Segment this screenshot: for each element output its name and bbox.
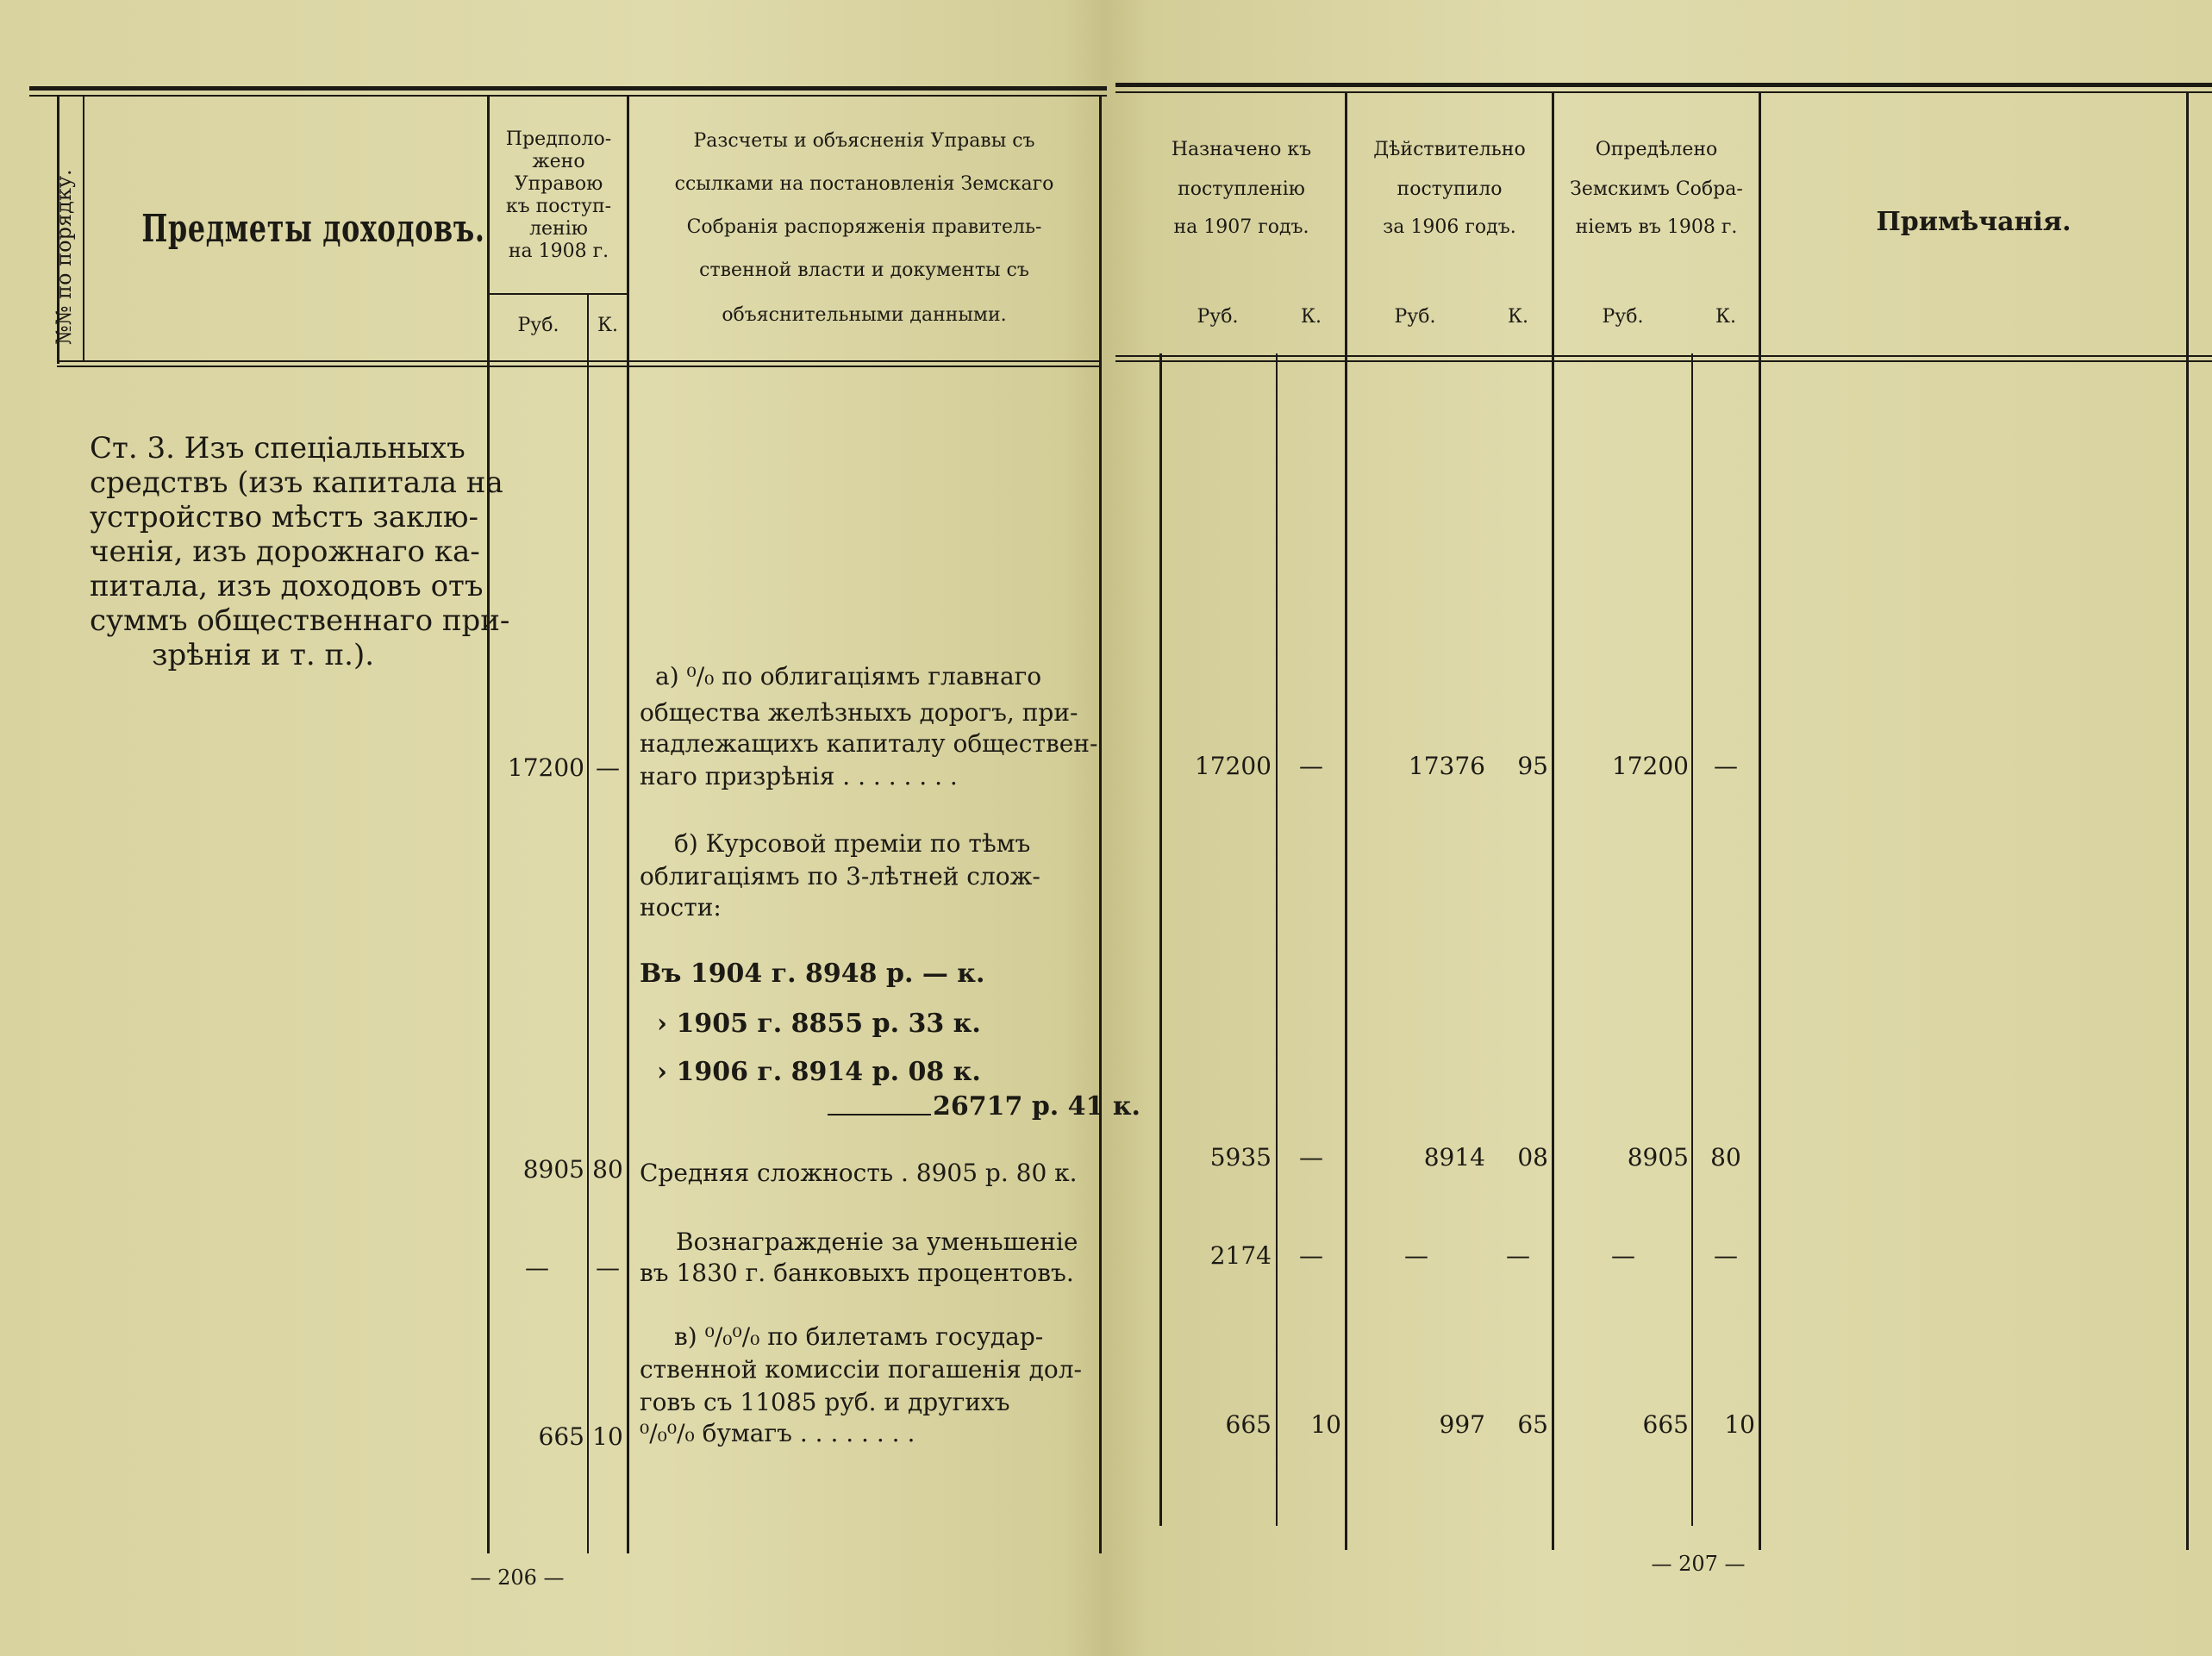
right-page-number: — 207 — [1651,1552,1746,1576]
row2-a-kop: — [1299,1143,1323,1172]
header-explanations-l4: ственной власти и документы съ [699,259,1029,281]
item-a-line-4: наго призрѣнія . . . . . . . . [640,762,958,791]
row4-a-rub: 665 [1225,1410,1272,1439]
article-line-6: суммъ общественнаго при- [90,603,510,638]
item-avg-kop: 80 [592,1155,623,1184]
header-c-rub: Руб. [1602,306,1644,328]
right-header-rule-2 [1115,360,2212,362]
header-actual-l3: за 1906 годъ. [1383,216,1516,238]
reward-line-1: Вознагражденіе за уменьшеніе [676,1228,1078,1256]
right-left-border [1159,353,1162,1526]
item-c-line-3: говъ съ 11085 руб. и другихъ [640,1388,1010,1416]
row1-c-rub: 17200 [1611,752,1689,780]
row2-c-kop: 80 [1710,1143,1741,1172]
row1-a-kop: — [1299,752,1323,780]
left-page-number: — 206 — [470,1565,565,1590]
col-rule-kop [587,293,589,1553]
left-top-rule [29,86,1107,91]
right-top-rule [1115,83,2212,87]
row4-c-rub: 665 [1642,1410,1689,1439]
header-kop: К. [597,315,619,336]
left-top-rule-thin [29,95,1107,97]
year-1904: Въ 1904 г. 8948 р. — к. [640,959,985,989]
article-line-1: Ст. 3. Изъ спеціальныхъ [90,431,466,466]
article-line-2: средствъ (изъ капитала на [90,466,503,500]
header-b-rub: Руб. [1394,306,1436,328]
row2-a-rub: 5935 [1209,1143,1272,1172]
row3-b-kop: — [1506,1241,1530,1270]
header-a-rub: Руб. [1197,306,1239,328]
row4-c-kop: 10 [1724,1410,1755,1439]
item-b-line-2: облигаціямъ по 3-лѣтней слож- [640,862,1040,890]
header-decided-l1: Опредѣлено [1595,139,1718,160]
row1-c-kop: — [1714,752,1738,780]
row2-c-rub: 8905 [1627,1143,1689,1172]
sum-rule [828,1114,931,1115]
header-explanations-l3: Собранія распоряженія правитель- [686,216,1042,238]
item-avg-rub: 8905 [522,1155,584,1184]
average-line: Средняя сложность . 8905 р. 80 к. [640,1159,1078,1187]
item-a-line-1: а) ⁰/₀ по облигаціямъ главнаго [655,662,1042,691]
reward-kop: — [596,1253,620,1282]
row2-b-rub: 8914 [1423,1143,1485,1172]
left-right-border [1099,97,1102,1553]
header-explanations-l5: объяснительными данными. [722,304,1007,326]
item-a-rub: 17200 [507,753,584,782]
header-proposed-l6: на 1908 г. [508,241,609,262]
col-rule-notes [1759,93,1761,1550]
left-header-rule-2 [57,366,1100,367]
header-assigned-l1: Назначено къ [1171,139,1312,160]
header-proposed-l5: ленію [529,218,588,240]
left-header-rule [57,360,1100,362]
col-rule-order [83,97,84,360]
item-c-line-4: ⁰/₀⁰/₀ бумагъ . . . . . . . . [640,1419,915,1447]
article-line-4: ченія, изъ дорожнаго ка- [90,534,480,569]
row4-b-kop: 65 [1517,1410,1548,1439]
row3-c-rub: — [1611,1241,1635,1270]
col-rule-a-kop [1276,353,1278,1526]
col-rule-c-kop [1691,353,1693,1526]
right-header-rule [1115,355,2212,357]
row3-a-rub: 2174 [1209,1241,1272,1270]
header-notes: Примѣчанія. [1876,207,2071,237]
header-actual-l1: Дѣйствительно [1373,139,1526,160]
row4-a-kop: 10 [1310,1410,1341,1439]
item-c-rub: 665 [538,1422,584,1451]
header-proposed-l1: Предполо- [505,128,612,150]
header-rub: Руб. [517,315,559,336]
header-assigned-l2: поступленію [1178,178,1305,200]
header-a-kop: К. [1300,306,1322,328]
row2-b-kop: 08 [1517,1143,1548,1172]
row3-b-rub: — [1404,1241,1428,1270]
header-c-kop: К. [1715,306,1737,328]
left-subheader-rule [487,293,629,295]
row3-c-kop: — [1714,1241,1738,1270]
item-a-line-3: надлежащихъ капиталу обществен- [640,729,1098,758]
header-decided-l3: ніемъ въ 1908 г. [1575,216,1738,238]
item-c-line-1: в) ⁰/₀⁰/₀ по билетамъ государ- [674,1322,1044,1351]
header-assigned-l3: на 1907 годъ. [1173,216,1309,238]
header-explanations-l2: ссылками на постановленія Земскаго [674,173,1054,195]
header-proposed-l2: жено [532,151,585,172]
header-order-no: №№ по порядку. [52,169,76,345]
year-1906: › 1906 г. 8914 р. 08 к. [657,1057,981,1087]
article-line-5: питала, изъ доходовъ отъ [90,569,484,603]
reward-rub: — [525,1253,549,1282]
header-b-kop: К. [1507,306,1529,328]
right-top-rule-thin [1115,91,2212,93]
year-1905: › 1905 г. 8855 р. 33 к. [657,1009,981,1039]
item-c-line-2: ственной комиссіи погашенія дол- [640,1355,1082,1384]
right-right-border [2186,93,2189,1550]
row1-b-kop: 95 [1517,752,1548,780]
header-subjects: Предметы доходовъ. [141,207,485,251]
item-a-kop: — [596,753,620,782]
item-a-line-2: общества желѣзныхъ дорогъ, при- [640,698,1078,727]
article-line-7: зрѣнія и т. п.). [152,638,375,672]
row1-a-rub: 17200 [1194,752,1272,780]
item-c-kop: 10 [592,1422,623,1451]
item-b-line-3: ности: [640,893,722,922]
row4-b-rub: 997 [1439,1410,1485,1439]
item-b-total: 26717 р. 41 к. [933,1091,1140,1122]
header-proposed-l4: къ поступ- [505,196,612,217]
row3-a-kop: — [1299,1241,1323,1270]
header-proposed-l3: Управою [514,173,603,195]
header-actual-l2: поступило [1397,178,1503,200]
item-b-line-1: б) Курсовой преміи по тѣмъ [674,829,1031,858]
reward-line-2: въ 1830 г. банковыхъ процентовъ. [640,1259,1074,1287]
header-explanations-l1: Разсчеты и объясненія Управы съ [693,130,1035,152]
article-line-3: устройство мѣстъ заклю- [90,500,479,534]
row1-b-rub: 17376 [1408,752,1485,780]
header-decided-l2: Земскимъ Собра- [1570,178,1743,200]
